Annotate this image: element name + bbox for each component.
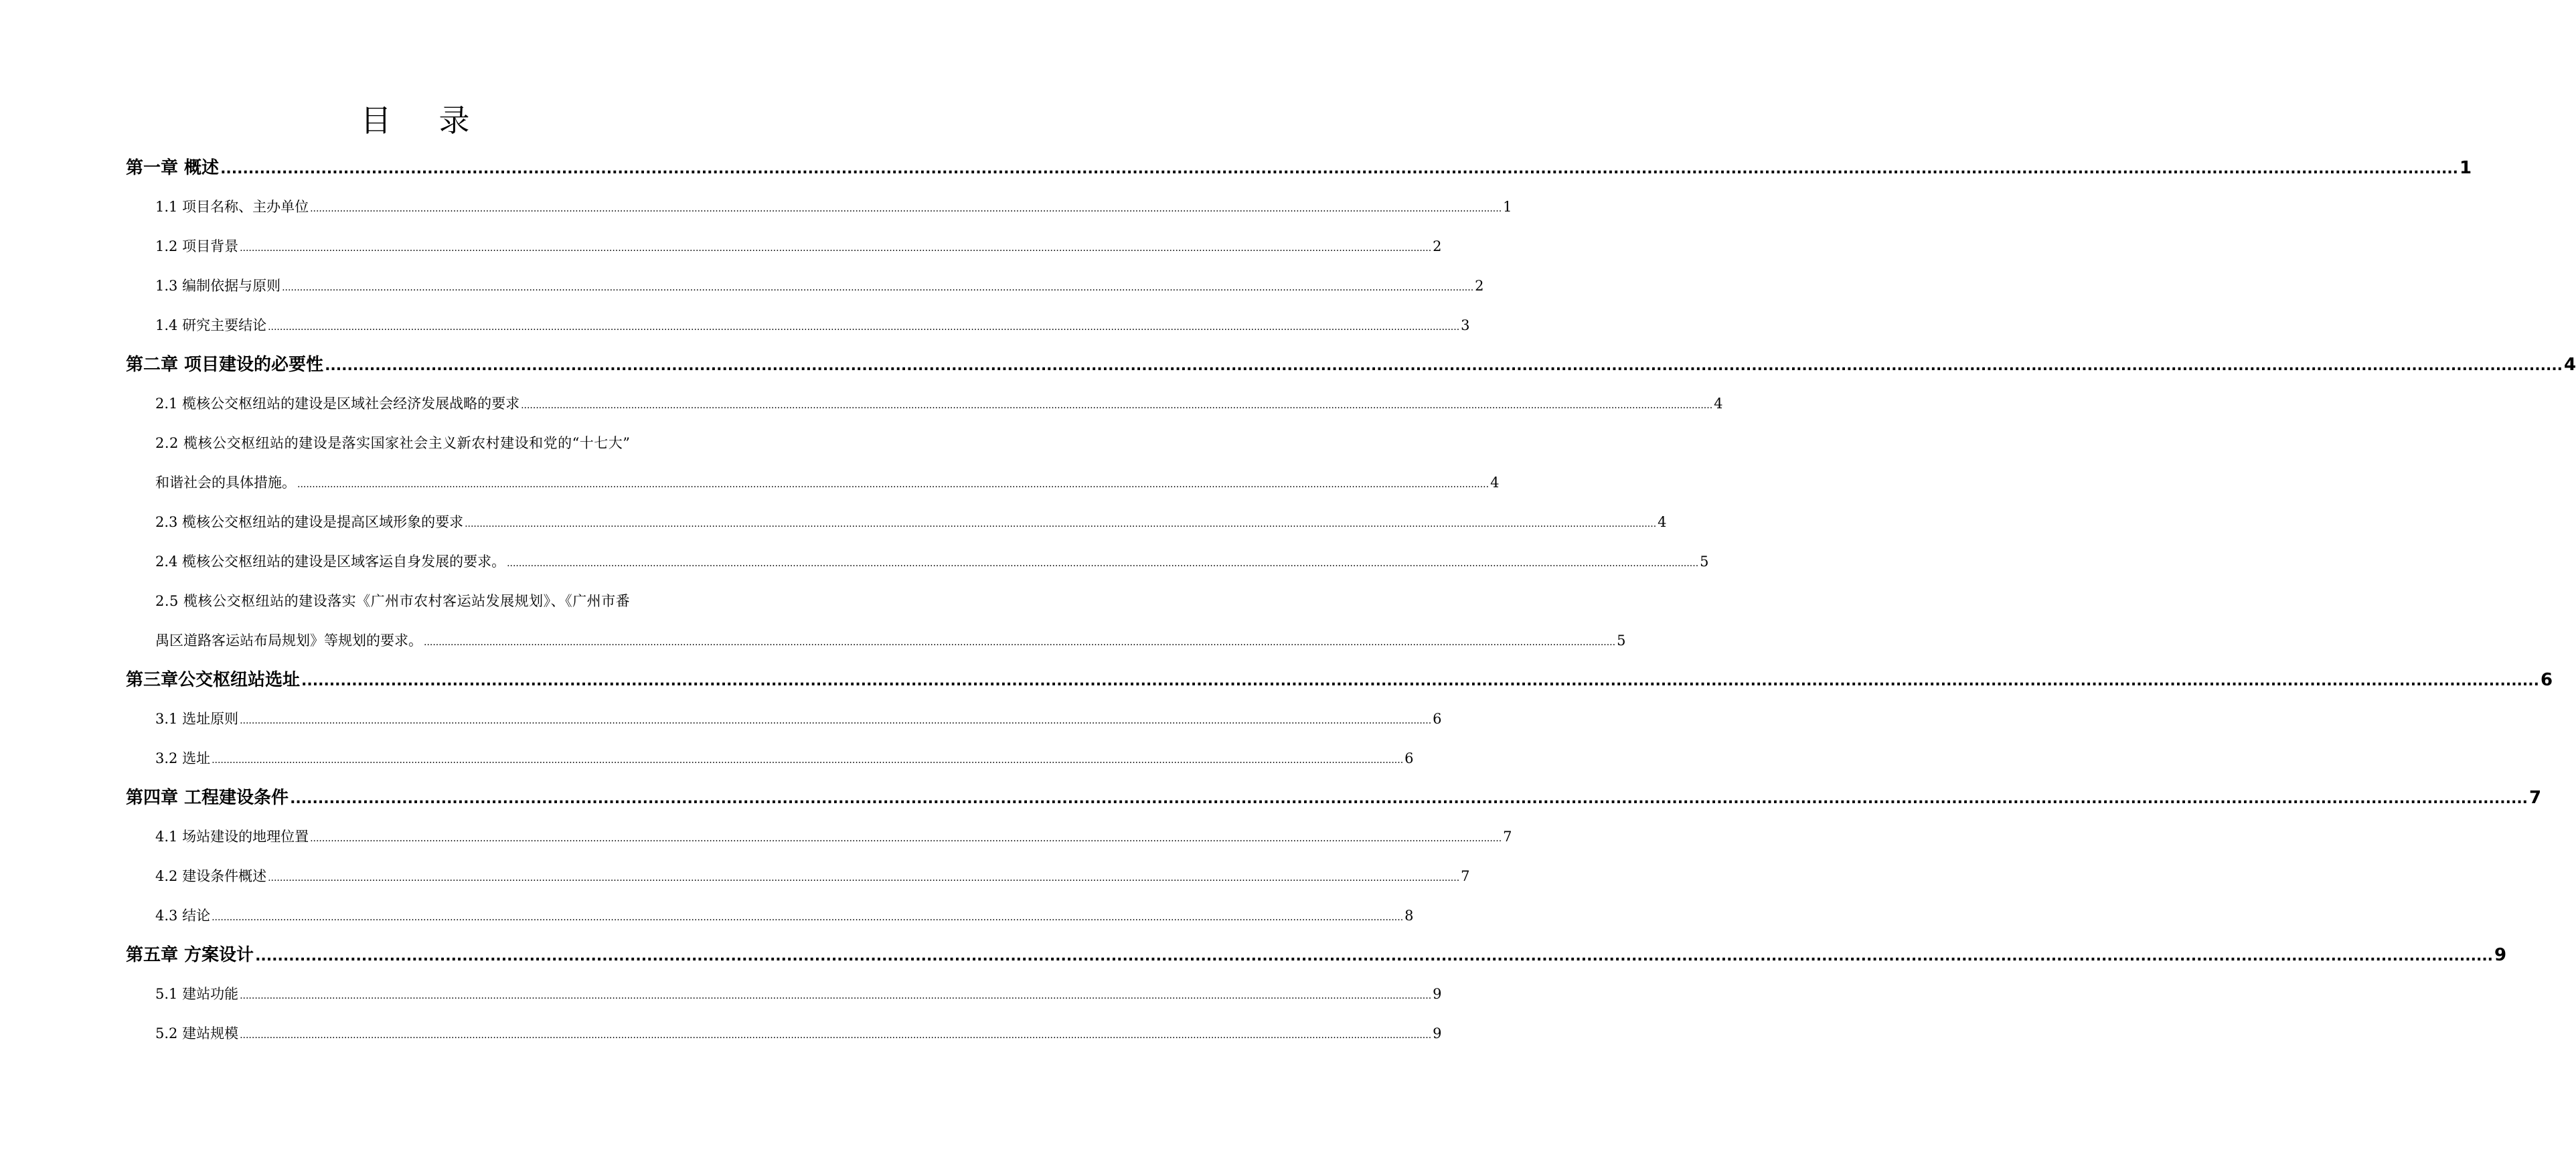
toc-section-1-1[interactable] xyxy=(126,187,1512,227)
toc-page-number: 5 xyxy=(1700,554,1709,570)
toc-entry-label: 5.1 建站功能 xyxy=(155,986,239,1002)
dot-leader: ................................................................................................................................................................................................................................................................................................................................................................................................................ xyxy=(240,716,1432,726)
toc-section-1-3[interactable] xyxy=(126,266,1484,306)
dot-leader: ................................................................................................................................................................................................................................................................................................................................................................................................................ xyxy=(310,833,1502,844)
toc-section-3-2[interactable] xyxy=(126,739,1414,778)
dot-leader: ................................................................................................................................................................................................................................................................................................................................................................................................................ xyxy=(290,790,2528,807)
toc-title xyxy=(0,100,831,141)
toc-entry-label: 和谐社会的具体措施。 xyxy=(155,475,296,491)
toc-page-number: 7 xyxy=(1503,829,1512,845)
toc-entry-label: 1.1 项目名称、主办单位 xyxy=(155,199,309,215)
toc-section-4-1[interactable] xyxy=(126,817,1512,857)
toc-page-number: 8 xyxy=(1404,908,1414,924)
toc-entry-label: 第三章公交枢纽站选址 xyxy=(126,670,301,690)
toc-entry-label: 2.1 榄核公交枢纽站的建设是区域社会经济发展战略的要求 xyxy=(155,396,520,412)
toc-page-number: 7 xyxy=(2529,788,2542,808)
toc-page-number: 6 xyxy=(2540,670,2553,690)
toc-entry-label: 第一章 概述 xyxy=(126,158,220,178)
toc-chapter-5[interactable] xyxy=(126,936,2507,975)
toc-section-5-1[interactable] xyxy=(126,975,1442,1014)
dot-leader: ................................................................................................................................................................................................................................................................................................................................................................................................................ xyxy=(220,161,2459,177)
toc-entry-label: 第四章 工程建设条件 xyxy=(126,788,289,808)
toc-page-number: 5 xyxy=(1617,633,1626,649)
toc-entry-label: 1.4 研究主要结论 xyxy=(155,317,267,333)
toc-page-number: 6 xyxy=(1433,711,1442,727)
toc-section-4-2[interactable] xyxy=(126,857,1470,896)
toc-page-number: 9 xyxy=(1433,1025,1442,1041)
toc-entry-label: 4.1 场站建设的地理位置 xyxy=(155,829,309,845)
toc-section-2-1[interactable] xyxy=(126,384,1723,424)
toc-page-number: 3 xyxy=(1461,317,1470,333)
dot-leader: ................................................................................................................................................................................................................................................................................................................................................................................................................ xyxy=(212,755,1404,766)
toc-entry-label: 4.3 结论 xyxy=(155,908,211,924)
toc-entry-label: 5.2 建站规模 xyxy=(155,1025,239,1041)
toc-chapter-4[interactable] xyxy=(126,778,2542,817)
toc-page-number: 4 xyxy=(1714,396,1723,412)
toc-entry-label: 2.4 榄核公交枢纽站的建设是区域客运自身发展的要求。 xyxy=(155,554,506,570)
dot-leader: ................................................................................................................................................................................................................................................................................................................................................................................................................ xyxy=(240,991,1432,1001)
dot-leader: ................................................................................................................................................................................................................................................................................................................................................................................................................ xyxy=(507,558,1699,569)
toc-section-2-4[interactable] xyxy=(126,542,1709,582)
dot-leader: ................................................................................................................................................................................................................................................................................................................................................................................................................ xyxy=(297,479,1490,490)
toc-entry-label: 2.3 榄核公交枢纽站的建设是提高区域形象的要求 xyxy=(155,514,464,530)
toc-page-number: 2 xyxy=(1475,278,1484,294)
toc-page-number: 2 xyxy=(1433,238,1442,254)
dot-leader: ................................................................................................................................................................................................................................................................................................................................................................................................................ xyxy=(521,400,1713,411)
dot-leader: ................................................................................................................................................................................................................................................................................................................................................................................................................ xyxy=(240,1030,1432,1041)
dot-leader: ................................................................................................................................................................................................................................................................................................................................................................................................................ xyxy=(268,873,1460,884)
toc-list xyxy=(126,149,2576,1054)
dot-leader: ................................................................................................................................................................................................................................................................................................................................................................................................................ xyxy=(424,637,1616,648)
toc-title-char-1: 目 xyxy=(360,102,392,139)
toc-entry-label: 3.2 选址 xyxy=(155,750,211,766)
toc-page-number: 9 xyxy=(2494,945,2507,965)
toc-entry-label: 第五章 方案设计 xyxy=(126,945,254,965)
toc-section-4-3[interactable] xyxy=(126,896,1414,936)
toc-chapter-3[interactable] xyxy=(126,661,2553,699)
dot-leader: ................................................................................................................................................................................................................................................................................................................................................................................................................ xyxy=(255,948,2494,965)
toc-section-2-5[interactable] xyxy=(126,621,1626,661)
toc-entry-label: 1.3 编制依据与原则 xyxy=(155,278,281,294)
toc-page-number: 7 xyxy=(1461,868,1470,884)
toc-section-2-2[interactable] xyxy=(126,463,1500,503)
toc-page-number: 9 xyxy=(1433,986,1442,1002)
toc-section-3-1[interactable] xyxy=(126,699,1442,739)
toc-chapter-1[interactable] xyxy=(126,149,2472,187)
dot-leader: ................................................................................................................................................................................................................................................................................................................................................................................................................ xyxy=(212,912,1404,923)
toc-page-number: 1 xyxy=(1503,199,1512,215)
dot-leader: ................................................................................................................................................................................................................................................................................................................................................................................................................ xyxy=(301,673,2539,689)
toc-chapter-2[interactable] xyxy=(126,345,2576,384)
toc-entry-label: 1.2 项目背景 xyxy=(155,238,239,254)
toc-entry-label: 3.1 选址原则 xyxy=(155,711,239,727)
toc-section-2-5-line-1[interactable]: 2.5 榄核公交枢纽站的建设落实《广州市农村客运站发展规划》、《广州市番 xyxy=(155,593,631,609)
toc-page-number: 4 xyxy=(2564,355,2576,375)
toc-title-char-2: 录 xyxy=(438,102,471,139)
toc-section-1-2[interactable] xyxy=(126,227,1442,266)
toc-section-2-3[interactable] xyxy=(126,503,1667,542)
toc-section-5-2[interactable] xyxy=(126,1014,1442,1054)
toc-page-number: 4 xyxy=(1658,514,1667,530)
toc-entry-label: 第二章 项目建设的必要性 xyxy=(126,355,324,375)
toc-page-number: 1 xyxy=(2460,158,2472,178)
dot-leader: ................................................................................................................................................................................................................................................................................................................................................................................................................ xyxy=(240,243,1432,254)
dot-leader: ................................................................................................................................................................................................................................................................................................................................................................................................................ xyxy=(325,357,2563,374)
toc-page-number: 6 xyxy=(1404,750,1414,766)
dot-leader: ................................................................................................................................................................................................................................................................................................................................................................................................................ xyxy=(282,282,1474,293)
dot-leader: ................................................................................................................................................................................................................................................................................................................................................................................................................ xyxy=(268,322,1460,333)
toc-entry-label: 禺区道路客运站布局规划》等规划的要求。 xyxy=(155,633,422,649)
toc-section-2-2-line-1[interactable]: 2.2 榄核公交枢纽站的建设是落实国家社会主义新农村建设和党的“十七大” xyxy=(155,435,631,451)
toc-page-number: 4 xyxy=(1490,475,1500,491)
dot-leader: ................................................................................................................................................................................................................................................................................................................................................................................................................ xyxy=(465,519,1657,529)
toc-section-1-4[interactable] xyxy=(126,306,1470,345)
toc-entry-label: 4.2 建设条件概述 xyxy=(155,868,267,884)
dot-leader: ................................................................................................................................................................................................................................................................................................................................................................................................................ xyxy=(310,203,1502,214)
